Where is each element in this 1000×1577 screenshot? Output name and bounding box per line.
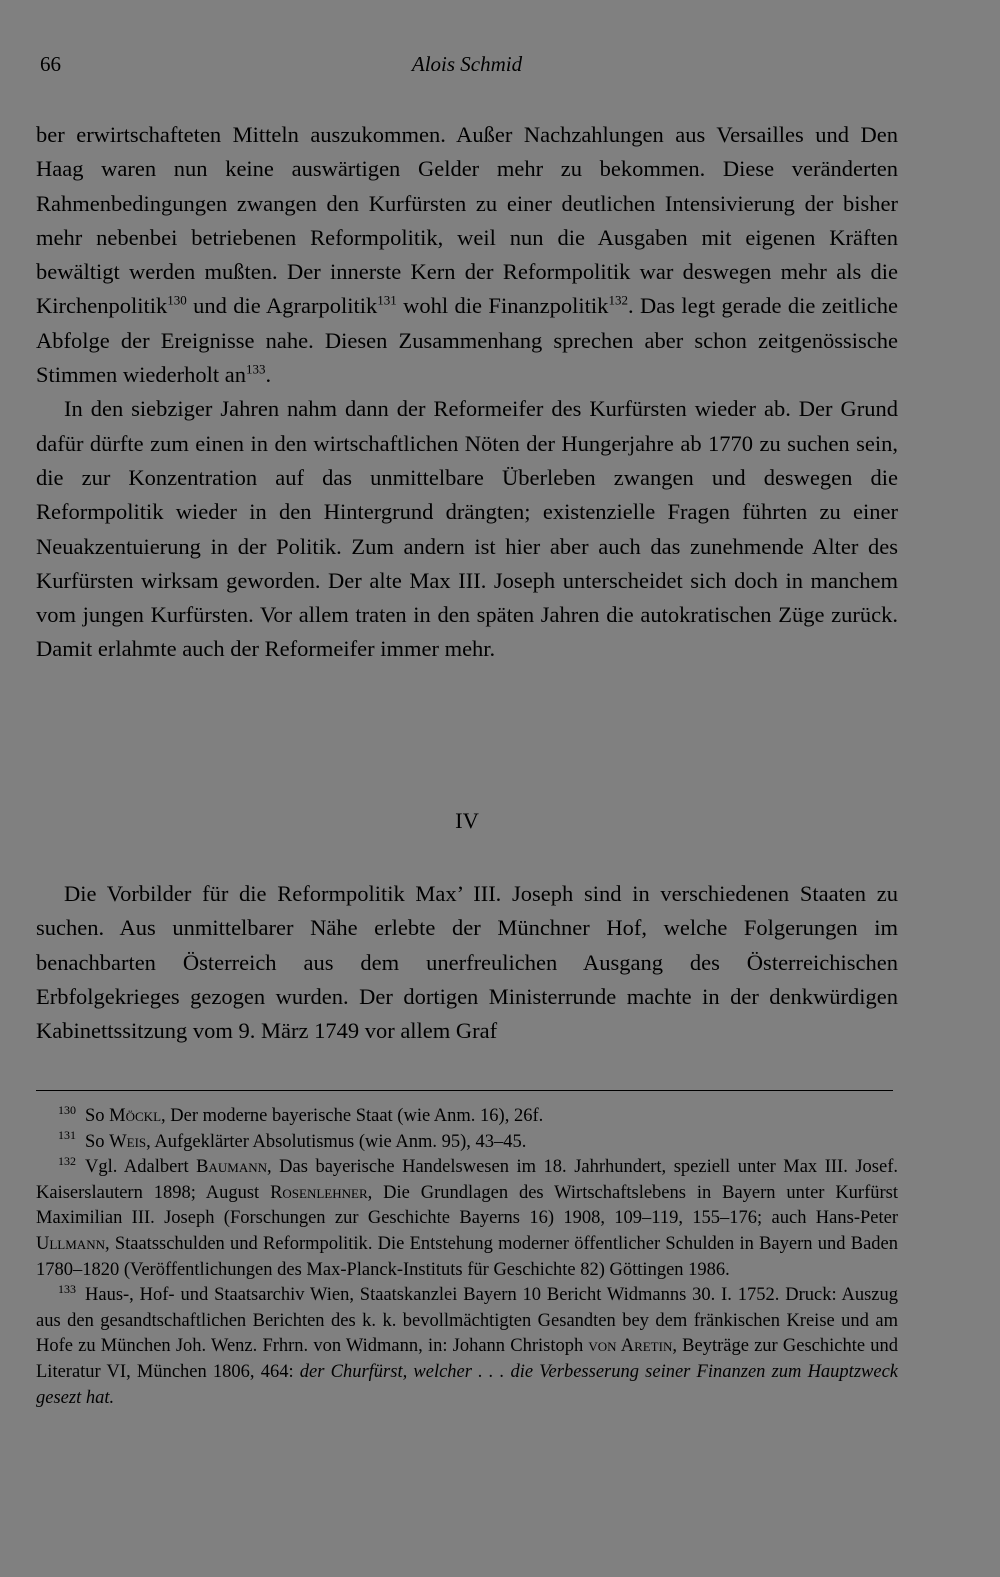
footnote-ref-132[interactable]: 132 [608,292,628,308]
footnote-ref-133[interactable]: 133 [245,361,266,377]
paragraph-1-text-a: ber erwirtschafteten Mitteln auszukommen. Außer Nachzahlungen aus Versailles und Den Haag waren nun keine auswärtigen Gelder mehr zu bekommen. Diese veränderten Rahmenbedingungen zwangen den Kurfürsten zu einer deutlichen Intensivierung der bisher mehr nebenbei betriebenen Reformpolitik, weil nun die Ausgaben mit eigenen Kräften bewältigt werden mußten. Der innerste Kern der Reformpolitik war deswegen mehr als die Kirchenpolitik [36,122,898,319]
footnote-text: Vgl. Adalbert [85,1157,197,1178]
paragraph-1-text-e: . [265,362,272,388]
paragraph-1-text-b: und die Agrarpolitik [186,293,378,319]
footnote-ref-131[interactable]: 131 [377,292,397,308]
footnote-text: , Staatsschulden und Reformpolitik. Die Entstehung moderner öffentlicher Schulden in Bayern und Baden 1780–1820 (Veröffentlichungen des Max-Planck-Instituts für Geschichte 82) Göttingen 1986. [36,1233,898,1280]
section-heading: IV [455,808,479,833]
footnote-text: , Der moderne bayerische Staat (wie Anm. 16), 26f. [161,1106,544,1126]
body-text-upper [36,118,898,667]
footnote-author: Baumann [196,1157,267,1178]
footnote-ref-130[interactable]: 130 [167,292,187,308]
footnote-author: Rosenlehner [270,1182,368,1203]
footnote-130 [36,1104,898,1130]
paragraph-1 [36,118,898,392]
footnote-text: So [85,1106,110,1126]
footnote-number: 132 [58,1154,76,1169]
paragraph-1-text-d: . Das legt gerade die zeitliche Abfolge der Ereignisse nahe. Diesen Zusammenhang sprechen aber schon zeitgenössische Stimmen wiederholt an [36,293,899,388]
footnote-quote: der Churfürst, welcher . . . die Verbesserung seiner Finanzen zum Hauptzweck gesezt hat. [36,1361,898,1408]
footnote-text: , Beyträge zur Geschichte und Literatur VI, München 1806, 464: [36,1336,898,1382]
footnotes [36,1104,898,1411]
footnote-number: 133 [58,1282,76,1296]
footnote-text: So [85,1131,110,1152]
footnote-author: Möckl [109,1106,162,1126]
footnote-author: Ullmann [36,1233,105,1254]
running-head: Alois Schmid [411,52,523,76]
footnote-133 [36,1283,898,1411]
body-text-lower [36,877,898,1048]
footnote-132 [36,1155,898,1283]
page-header [36,52,898,82]
footnote-number: 130 [58,1102,76,1117]
footnote-divider [36,1090,893,1091]
paragraph-2: In den siebziger Jahren nahm dann der Reformeifer des Kurfürsten wieder ab. Der Grund dafür dürfte zum einen in den wirtschaftlichen Nöten der Hungerjahre ab 1770 zu suchen sein, die zur Konzentration auf das unmittelbare Überleben zwangen und deswegen die Reformpolitik wieder in den Hintergrund drängten; existenzielle Fragen führten zu einer Neuakzentuierung in der Politik. Zum andern ist hier aber auch das zunehmende Alter des Kurfürsten wirksam geworden. Der alte Max III. Joseph unterscheidet sich doch in manchem vom jungen Kurfürsten. Vor allem traten in den späten Jahren die autokratischen Züge zurück. Damit erlahmte auch der Reformeifer immer mehr. [36,396,898,662]
page-number: 66 [40,52,61,76]
paragraph-1-text-c: wohl die Finanzpolitik [396,293,609,319]
footnote-number: 131 [58,1128,76,1143]
paragraph-3: Die Vorbilder für die Reformpolitik Max’ III. Joseph sind in verschiedenen Staaten zu suchen. Aus unmittelbarer Nähe erlebte der Münchner Hof, welche Folgerungen im benachbarten Österreich aus dem unerfreulichen Ausgang des Österreichischen Erbfolgekrieges gezogen wurden. Der dortigen Ministerrunde machte in der denkwürdigen Kabinettssitzung vom 9. März 1749 vor allem Graf [36,881,898,1044]
footnote-author: Weis [109,1131,147,1152]
footnote-text: , Aufgeklärter Absolutismus (wie Anm. 95), 43–45. [146,1131,527,1152]
footnote-text: , Das bayerische Handelswesen im 18. Jahrhundert, speziell unter Max III. Josef. Kaiserslautern 1898; August [36,1157,899,1203]
footnote-text: Haus-, Hof- und Staatsarchiv Wien, Staatskanzlei Bayern 10 Bericht Widmanns 30. I. 1752. Druck: Auszug aus den gesandtschaftlichen Berichten des k. k. bevollmächtigten Gesandten bey dem fränkischen Kreise und am Hofe zu München Joh. Wenz. Frhrn. von Widmann, in: Johann Christoph [36,1285,898,1357]
footnote-131 [36,1130,898,1156]
footnote-author: von Aretin [588,1336,673,1357]
footnote-text: , Die Grundlagen des Wirtschaftslebens in Bayern unter Kurfürst Maximilian III. Joseph (Forschungen zur Geschichte Bayerns 16) 1908, 109–119, 155–176; auch Hans-Peter [36,1182,899,1229]
